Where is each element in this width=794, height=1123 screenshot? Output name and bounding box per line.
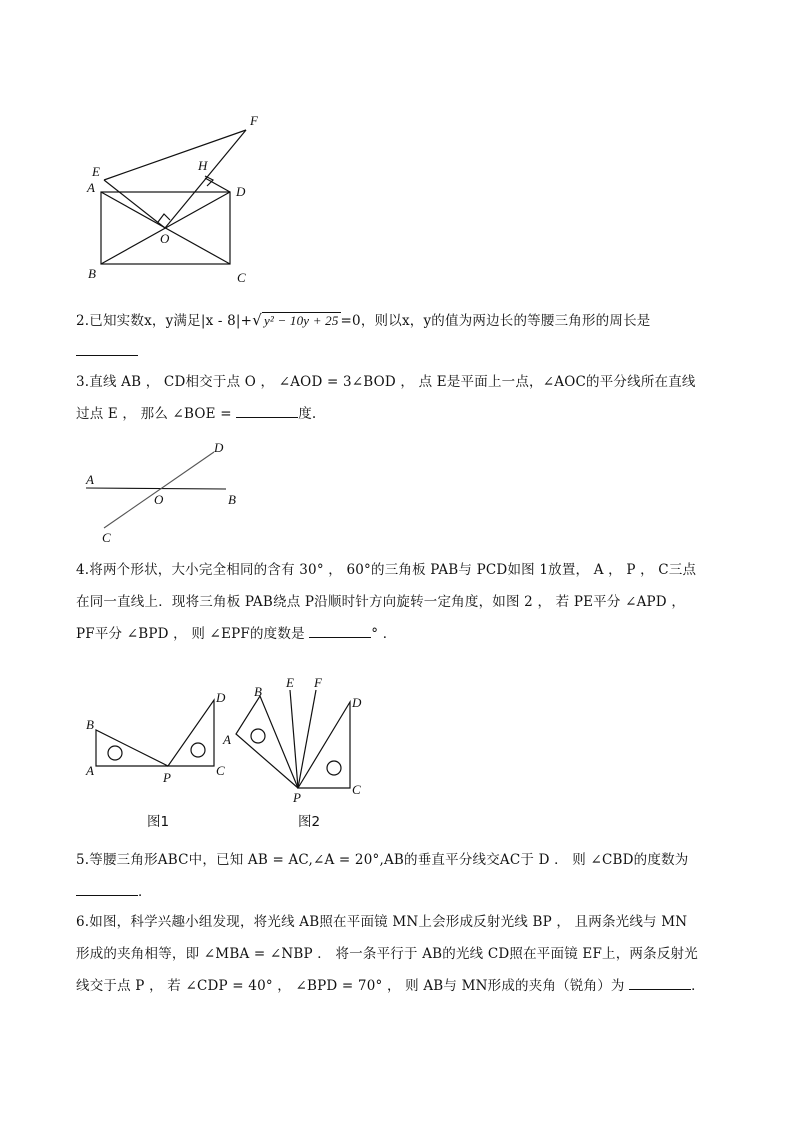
- label-a: A: [86, 472, 94, 487]
- label-a: A: [87, 180, 95, 195]
- label-c: C: [352, 782, 361, 797]
- question-6-line-1: 6.如图，科学兴趣小组发现，将光线 AB照在平面镜 MN上会形成反射光线 BP ， 且两条光线与 MN: [76, 914, 688, 930]
- question-5-line-2: [76, 876, 736, 908]
- figure-rectangle-svg: [80, 110, 280, 290]
- question-2-suffix: =0，则以x，y的值为两边长的等腰三角形的周长是: [340, 313, 651, 329]
- label-p: P: [163, 770, 171, 785]
- question-3-line-2-prefix: 过点 E ， 那么 ∠BOE =: [76, 406, 237, 422]
- line-ab: [86, 488, 226, 489]
- triangle-pab-hole: [251, 729, 265, 743]
- figure-intersecting-lines-svg: [80, 436, 250, 546]
- label-d: D: [214, 440, 224, 455]
- label-b: B: [254, 684, 262, 699]
- label-e: E: [92, 164, 100, 179]
- question-6-line-2: 形成的夹角相等，即 ∠MBA = ∠NBP ． 将一条平行于 AB的光线 CD照在平面镜 EF上，两条反射光: [76, 946, 698, 962]
- answer-blank-q4[interactable]: [309, 623, 371, 638]
- question-2: [76, 304, 736, 368]
- figure-intersecting-lines: [80, 436, 250, 546]
- question-4-line-3-prefix: PF平分 ∠BPD ， 则 ∠EPF的度数是: [76, 626, 310, 642]
- question-6: [76, 906, 736, 1002]
- triangle-pab: [96, 730, 168, 766]
- answer-blank-q2[interactable]: [76, 341, 138, 356]
- label-o: O: [160, 231, 170, 246]
- line-cd: [104, 452, 214, 528]
- label-o: O: [154, 492, 164, 507]
- label-b: B: [228, 492, 236, 507]
- label-e: E: [286, 675, 294, 690]
- question-2-radical: y² − 10y + 25: [263, 313, 339, 328]
- right-angle-mark-o: [158, 214, 170, 222]
- question-3-line-2: [76, 398, 736, 430]
- label-a: A: [223, 732, 231, 747]
- segment-eo: [104, 180, 165, 228]
- figure-q4-1-svg: [80, 686, 240, 796]
- question-2-prefix: 2.已知实数x，y满足|x - 8|+: [76, 313, 253, 329]
- label-f: F: [314, 675, 322, 690]
- answer-blank-q5[interactable]: [76, 881, 138, 896]
- question-4-line-3-suffix: ° ．: [371, 626, 397, 642]
- label-c: C: [216, 763, 225, 778]
- answer-blank-q3[interactable]: [236, 403, 298, 418]
- triangle-pab-rotated: [236, 696, 298, 788]
- question-3-line-1: 3.直线 AB ， CD相交于点 O ， ∠AOD = 3∠BOD ， 点 E是平面上一点，∠AOC的平分线所在直线: [76, 374, 696, 390]
- triangle-pcd-hole: [327, 761, 341, 775]
- figure-q4-2-svg: [218, 674, 378, 809]
- label-d: D: [352, 695, 362, 710]
- figure-q4-1: [80, 686, 240, 796]
- label-c: C: [237, 270, 246, 285]
- question-2-line-1: 2.已知实数x，y满足|x - 8|+√ y² − 10y + 25 =0，则以x，y的值为两边长的等腰三角形的周长是: [76, 311, 651, 329]
- question-4-line-3: [76, 618, 736, 650]
- triangle-pcd-hole: [191, 743, 205, 757]
- label-d: D: [236, 184, 246, 199]
- ray-pe: [290, 690, 298, 788]
- question-6-line-3-suffix: ．: [691, 978, 705, 994]
- label-f: F: [250, 113, 258, 128]
- figure-rectangle-diagonals: [80, 110, 280, 290]
- question-5-line-1: 5.等腰三角形ABC中，已知 AB = AC,∠A = 20°,AB的垂直平分线交AC于 D ． 则 ∠CBD的度数为: [76, 852, 689, 868]
- figure-q4-2: [218, 674, 378, 809]
- question-5: [76, 844, 736, 908]
- question-4-line-1: 4.将两个形状，大小完全相同的含有 30° ， 60°的三角板 PAB与 PCD如图 1放置， A ， P ， C三点: [76, 562, 697, 578]
- question-4: [76, 554, 736, 650]
- label-d: D: [216, 690, 226, 705]
- question-5-line-2-suffix: ．: [138, 884, 152, 900]
- question-2-line-2: [76, 336, 736, 368]
- question-6-line-3: [76, 970, 736, 1002]
- question-4-line-2: 在同一直线上．现将三角板 PAB绕点 P沿顺时针方向旋转一定角度，如图 2 ， 若 PE平分 ∠APD ，: [76, 594, 686, 610]
- caption-fig1: 图1: [147, 814, 170, 830]
- label-a: A: [86, 763, 94, 778]
- label-c: C: [102, 530, 111, 545]
- label-p: P: [293, 790, 301, 805]
- question-6-line-3-prefix: 线交于点 P ， 若 ∠CDP = 40° ， ∠BPD = 70° ， 则 AB与 MN形成的夹角（锐角）为: [76, 978, 630, 994]
- caption-fig2: 图2: [298, 814, 321, 830]
- label-b: B: [86, 717, 94, 732]
- label-b: B: [88, 266, 96, 281]
- triangle-pcd: [168, 700, 214, 766]
- label-h: H: [198, 158, 208, 173]
- question-3: [76, 366, 736, 430]
- question-3-line-2-suffix: 度.: [298, 406, 317, 422]
- triangle-pab-hole: [108, 746, 122, 760]
- answer-blank-q6[interactable]: [629, 975, 691, 990]
